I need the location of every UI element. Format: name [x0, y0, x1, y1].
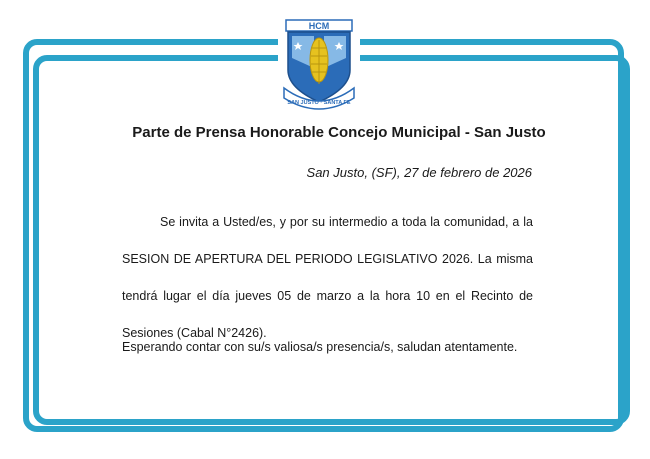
invitation-paragraph: Se invita a Usted/es, y por su intermedio a toda la comunidad, a la SESION DE APERTURA DEL PERIODO LEGISLATIVO 2026. La misma tendrá lugar el día jueves 05 de marzo a la hora 10 en el Recinto de Sesiones (Cabal N°2426). — [122, 215, 533, 340]
crest-top-text: HCM — [308, 21, 330, 31]
date-line: San Justo, (SF), 27 de febrero de 2026 — [306, 165, 532, 180]
closing-paragraph: Esperando contar con su/s valiosa/s presencia/s, saludan atentamente. — [122, 340, 518, 354]
council-crest-logo — [278, 18, 360, 114]
crest-ribbon-text: SAN JUSTO · SANTA FE — [287, 100, 351, 106]
document-title: Parte de Prensa Honorable Concejo Municipal - San Justo — [132, 124, 546, 141]
